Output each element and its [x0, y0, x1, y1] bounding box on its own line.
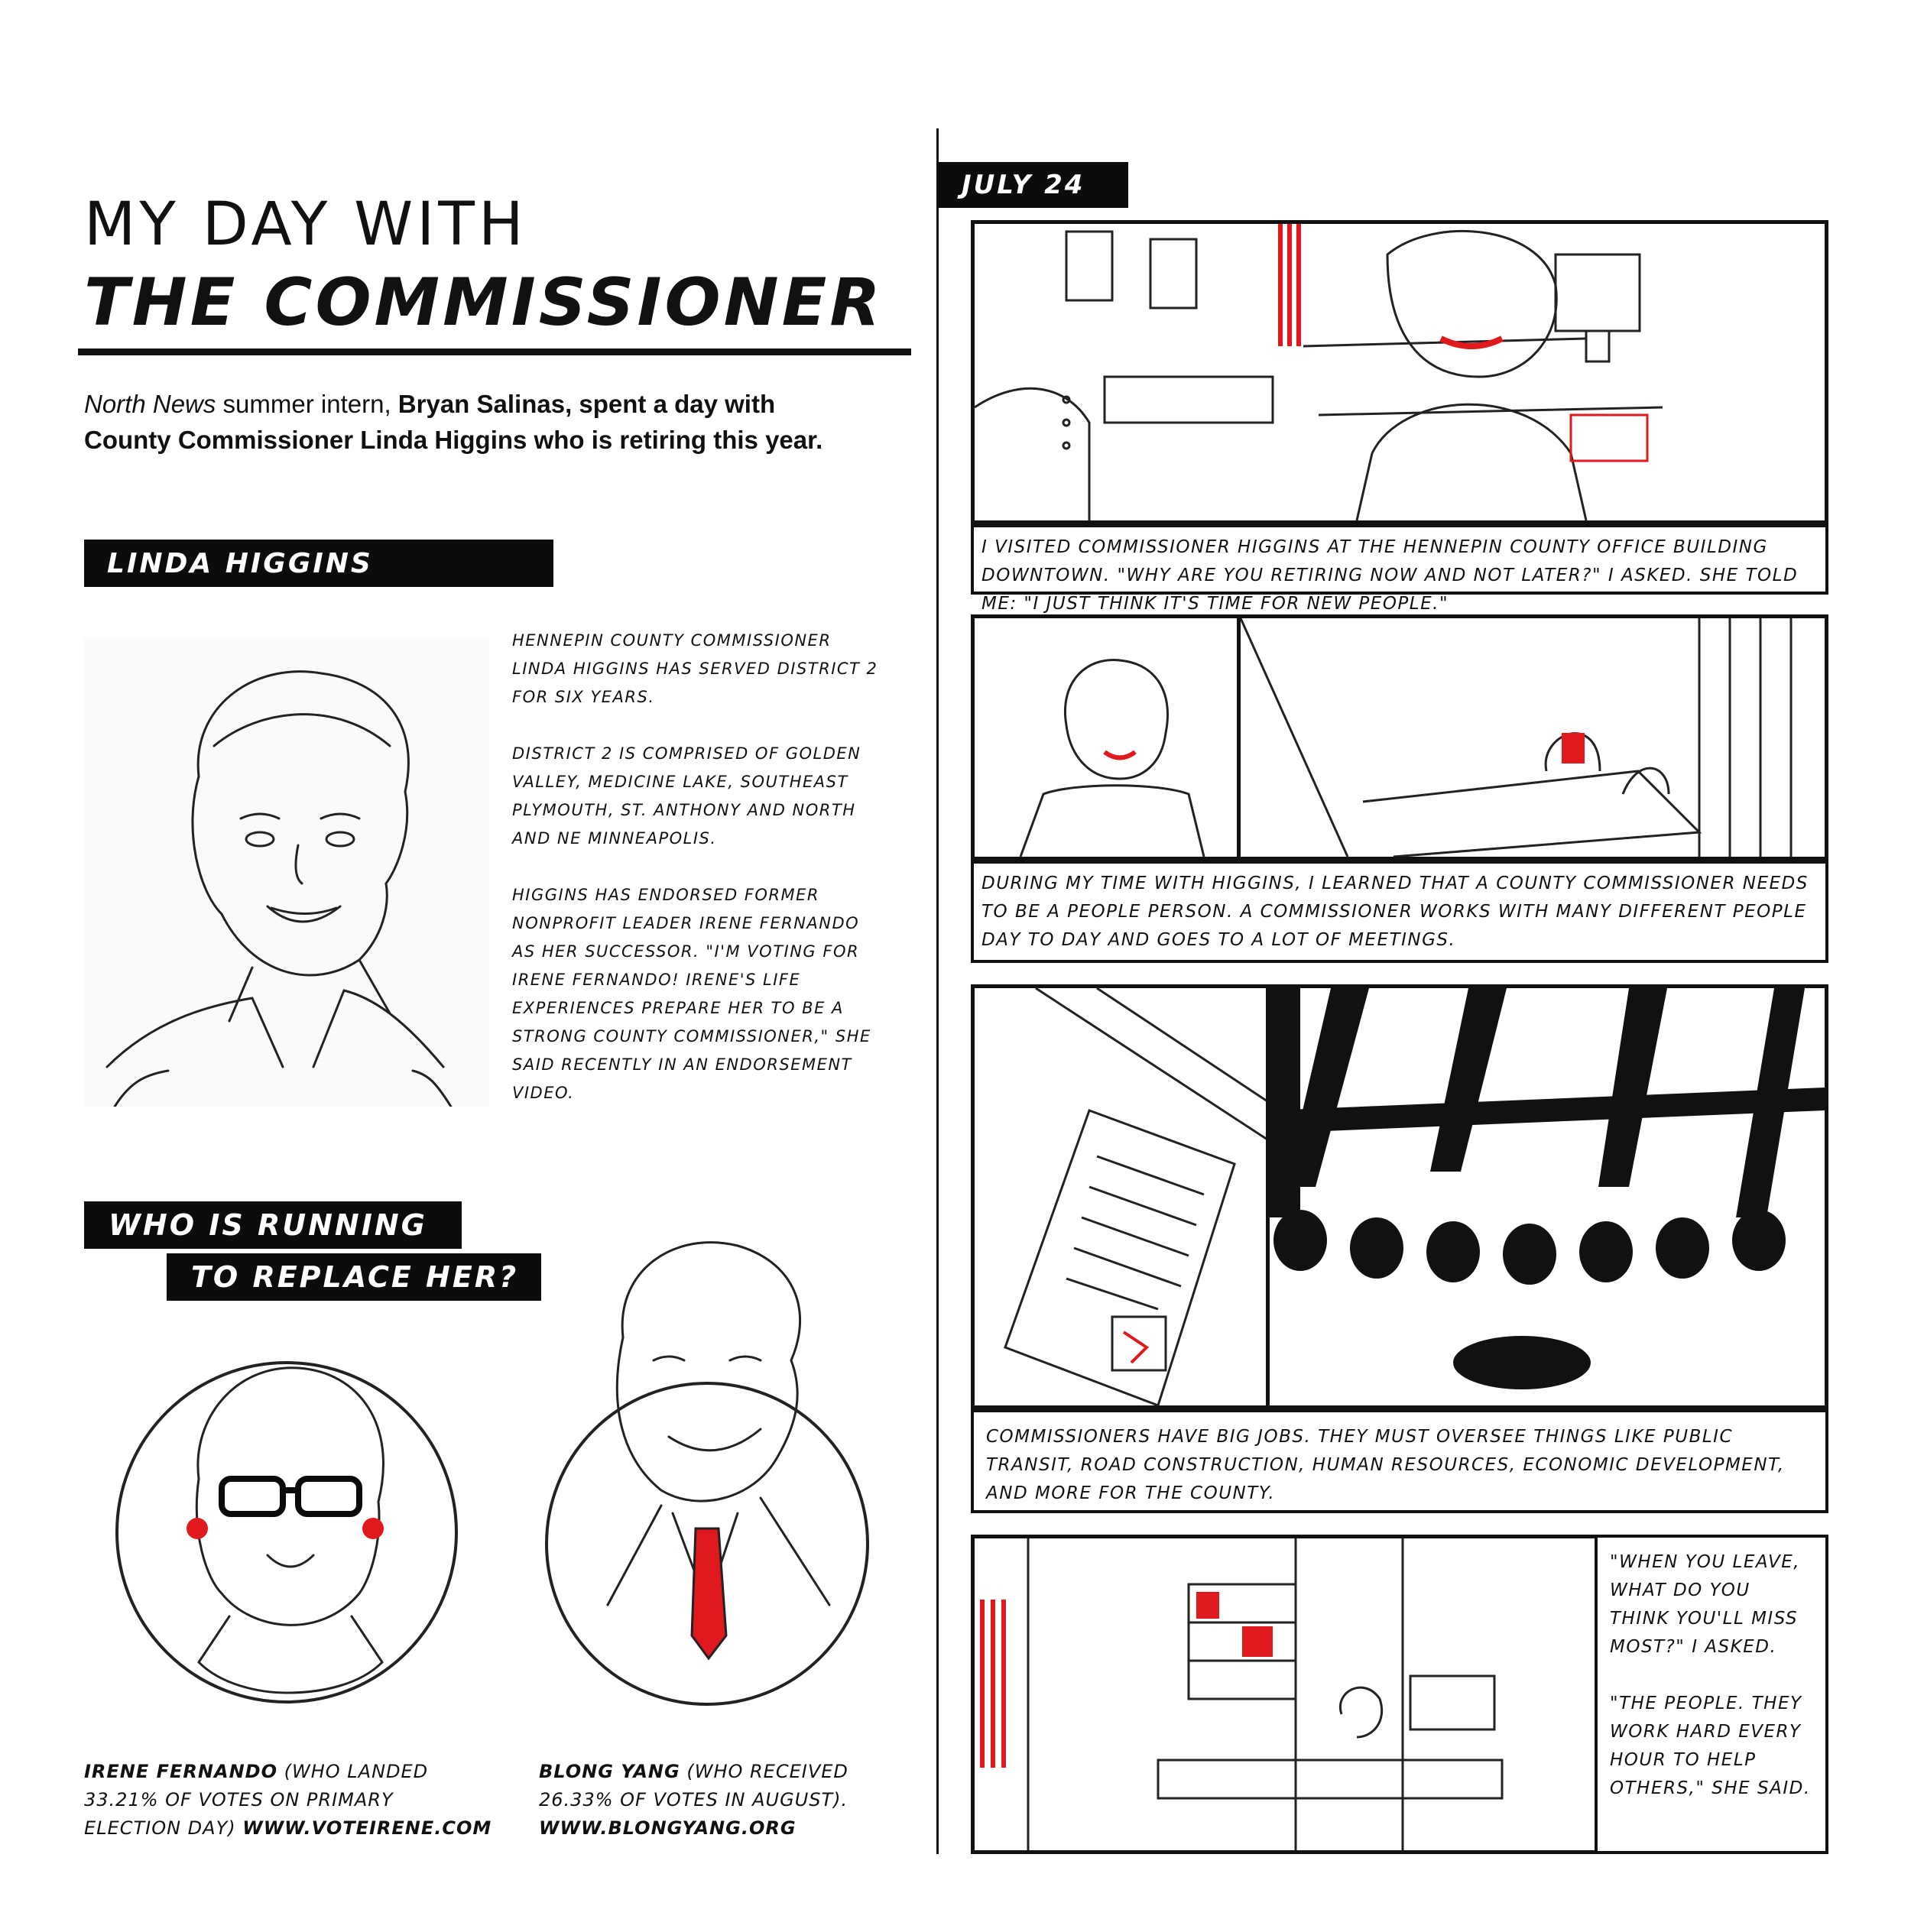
bio-paragraph-3: HIGGINS HAS ENDORSED FORMER NONPROFIT LEADER IRENE FERNANDO AS HER SUCCESSOR. "I'M VOTING FOR IRENE FERNANDO! IRENE'S LIFE EXPERIENCES PREPARE HER TO BE A STRONG COUNTY COMMISSIONER," SHE SAID RECENTLY IN AN ENDORSEMENT VIDEO. — [512, 886, 871, 1102]
intro-line-2: County Commissioner Linda Higgins who is retiring this year. — [84, 426, 823, 454]
intro-publication: North News — [84, 390, 216, 418]
title-rule — [78, 348, 911, 355]
irene-caption — [84, 1758, 497, 1843]
comic-caption-2-text: DURING MY TIME WITH HIGGINS, I LEARNED THAT A COUNTY COMMISSIONER NEEDS TO BE A PEOPLE PERSON. A COMMISSIONER WORKS WITH MANY DIFFERENT PEOPLE DAY TO DAY AND GOES TO A LOT OF MEETINGS. — [981, 874, 1809, 950]
bio-paragraph-2: DISTRICT 2 IS COMPRISED OF GOLDEN VALLEY, MEDICINE LAKE, SOUTHEAST PLYMOUTH, ST. ANTHONY AND NORTH AND NE MINNEAPOLIS. — [512, 744, 861, 848]
candidates-label-2-text: TO REPLACE HER? — [191, 1260, 519, 1294]
office-scene-2 — [975, 1538, 1598, 1850]
column-divider — [936, 128, 939, 1854]
irene-name: IRENE FERNANDO — [84, 1761, 277, 1782]
irene-url[interactable]: WWW.VOTEIRENE.COM — [242, 1817, 492, 1839]
candidates-label-2 — [167, 1253, 541, 1301]
comic-caption-3-text: COMMISSIONERS HAVE BIG JOBS. THEY MUST OVERSEE THINGS LIKE PUBLIC TRANSIT, ROAD CONSTRUCTION, HUMAN RESOURCES, ECONOMIC DEVELOPMENT, AND MORE FOR THE COUNTY. — [986, 1427, 1785, 1503]
blong-url[interactable]: WWW.BLONGYANG.ORG — [539, 1817, 797, 1839]
comic-caption-2 — [971, 861, 1828, 963]
title-line-1: MY DAY WITH — [84, 190, 527, 259]
profile-label-text: LINDA HIGGINS — [107, 547, 373, 579]
higgins-meeting-sketch — [975, 618, 1241, 857]
higgins-portrait-icon — [84, 639, 489, 1107]
comic-panel-1 — [971, 220, 1828, 524]
title-line-2: THE COMMISSIONER — [84, 264, 884, 341]
blong-name: BLONG YANG — [539, 1761, 680, 1782]
fernando-portrait-icon — [107, 1326, 466, 1723]
comic-quote-box — [1595, 1535, 1828, 1854]
candidates-label-1-text: WHO IS RUNNING — [109, 1208, 427, 1242]
documents-sketch — [975, 988, 1270, 1405]
comic-caption-1 — [971, 524, 1828, 614]
blong-caption — [539, 1758, 898, 1843]
office-scene-1 — [975, 224, 1825, 520]
candidates-label-1 — [84, 1201, 462, 1249]
county-board-room-sketch — [1270, 988, 1825, 1405]
date-label-text: JULY 24 — [962, 170, 1085, 200]
comic-caption-3 — [971, 1409, 1828, 1513]
quote-answer: "THE PEOPLE. THEY WORK HARD EVERY HOUR TO HELP OTHERS," SHE SAID. — [1610, 1694, 1811, 1798]
intro-name: Bryan Salinas, spent a day with — [397, 390, 776, 418]
comic-panel-2a — [971, 614, 1244, 861]
blong-detail: (WHO RECEIVED 26.33% OF VOTES IN AUGUST). — [539, 1761, 848, 1810]
date-label — [939, 162, 1128, 208]
conference-room-sketch — [1241, 618, 1825, 857]
higgins-sketch — [84, 639, 489, 1107]
yang-sketch — [508, 1208, 906, 1727]
irene-detail: (WHO LANDED 33.21% OF VOTES ON PRIMARY ELECTION DAY) — [84, 1761, 429, 1839]
comic-panel-4 — [971, 1535, 1602, 1854]
intro-part: summer intern, — [216, 390, 398, 418]
comic-panel-2b — [1237, 614, 1828, 861]
yang-portrait-icon — [508, 1208, 906, 1727]
intro-text — [84, 386, 848, 458]
fernando-sketch — [107, 1326, 466, 1723]
comic-panel-3b — [1266, 984, 1828, 1409]
profile-label — [84, 540, 553, 587]
comic-panel-3a — [971, 984, 1273, 1409]
comic-caption-1-text: I VISITED COMMISSIONER HIGGINS AT THE HENNEPIN COUNTY OFFICE BUILDING DOWNTOWN. "WHY ARE YOU RETIRING NOW AND NOT LATER?" I ASKED. SHE TOLD ME: "I JUST THINK IT'S TIME FOR NEW PEOPLE." — [981, 537, 1799, 614]
bio-paragraph-1: HENNEPIN COUNTY COMMISSIONER LINDA HIGGINS HAS SERVED DISTRICT 2 FOR SIX YEARS. — [512, 631, 878, 706]
page-title — [84, 190, 910, 341]
profile-bio — [512, 627, 879, 1107]
quote-question: "WHEN YOU LEAVE, WHAT DO YOU THINK YOU'LL MISS MOST?" I ASKED. — [1610, 1552, 1801, 1657]
